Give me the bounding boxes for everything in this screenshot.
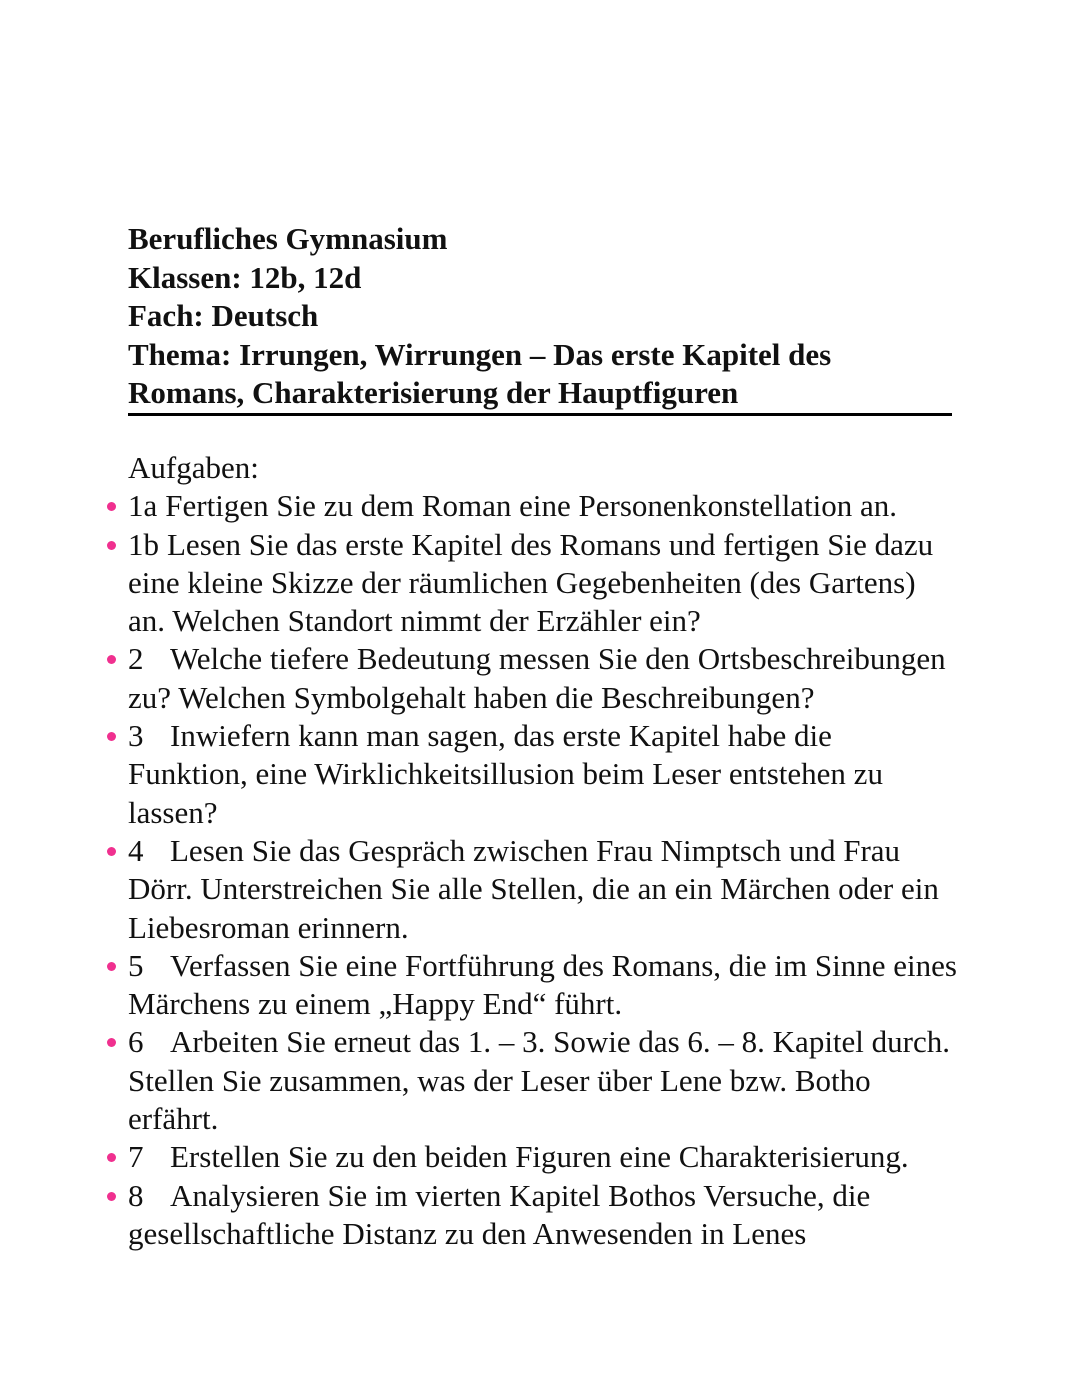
topic-line-2: Romans, Charakterisierung der Hauptfiguren	[128, 375, 739, 410]
bullet-dot	[107, 732, 116, 741]
tasks-label: Aufgaben:	[128, 450, 259, 485]
task-item-4	[128, 832, 958, 947]
task-text: Verfassen Sie eine Fortführung des Romans, die im Sinne eines Märchens zu einem „Happy End“ führt.	[128, 947, 957, 1022]
task-number: 1a	[128, 488, 158, 524]
bullet-dot	[107, 847, 116, 856]
task-number: 3	[128, 718, 144, 754]
task-item-3	[128, 717, 958, 832]
task-number: 4	[128, 832, 144, 868]
school-name: Berufliches Gymnasium	[128, 221, 448, 256]
bullet-dot	[107, 1153, 116, 1162]
bullet-dot	[107, 962, 116, 971]
task-item-1a	[128, 487, 958, 525]
task-text: Inwiefern kann man sagen, das erste Kapitel habe die Funktion, eine Wirklichkeitsillusion beim Leser entstehen zu lassen?	[128, 718, 883, 830]
task-item-7	[128, 1138, 958, 1176]
task-text: Erstellen Sie zu den beiden Figuren eine Charakterisierung.	[170, 1139, 909, 1175]
task-number: 6	[128, 1024, 144, 1060]
task-text: Fertigen Sie zu dem Roman eine Personenkonstellation an.	[165, 488, 898, 524]
task-text: Analysieren Sie im vierten Kapitel Bothos Versuche, die gesellschaftliche Distanz zu den Anwesenden in Lenes	[128, 1177, 871, 1251]
subject-line: Fach: Deutsch	[128, 298, 319, 333]
task-item-6	[128, 1023, 958, 1138]
bullet-dot	[107, 655, 116, 664]
bullet-dot	[107, 502, 116, 511]
task-text: Welche tiefere Bedeutung messen Sie den Ortsbeschreibungen zu? Welchen Symbolgehalt haben die Beschreibungen?	[128, 641, 946, 715]
task-number: 8	[128, 1177, 144, 1213]
task-text: Lesen Sie das erste Kapitel des Romans und fertigen Sie dazu eine kleine Skizze der räumlichen Gegebenheiten (des Gartens) an. Welchen Standort nimmt der Erzähler ein?	[128, 526, 934, 639]
task-number: 5	[128, 947, 144, 983]
task-text: Arbeiten Sie erneut das 1. – 3. Sowie das 6. – 8. Kapitel durch. Stellen Sie zusammen, was der Leser über Lene bzw. Botho erfährt.	[128, 1024, 950, 1137]
task-list	[128, 449, 958, 1253]
bullet-dot	[107, 1038, 116, 1047]
document-header	[128, 220, 952, 416]
task-item-2	[128, 640, 958, 717]
task-item-1b	[128, 526, 958, 641]
task-number: 7	[128, 1139, 144, 1175]
task-text: Lesen Sie das Gespräch zwischen Frau Nimptsch und Frau Dörr. Unterstreichen Sie alle Stellen, die an ein Märchen oder ein Liebesroman erinnern.	[128, 832, 939, 945]
task-item-8	[128, 1177, 958, 1254]
task-item-5	[128, 947, 958, 1024]
classes-line: Klassen: 12b, 12d	[128, 259, 362, 295]
task-number: 1b	[128, 526, 159, 562]
task-number: 2	[128, 641, 144, 677]
bullet-dot	[107, 1192, 116, 1201]
topic-line-1: Thema: Irrungen, Wirrungen – Das erste Kapitel des	[128, 336, 832, 372]
bullet-dot	[107, 541, 116, 550]
